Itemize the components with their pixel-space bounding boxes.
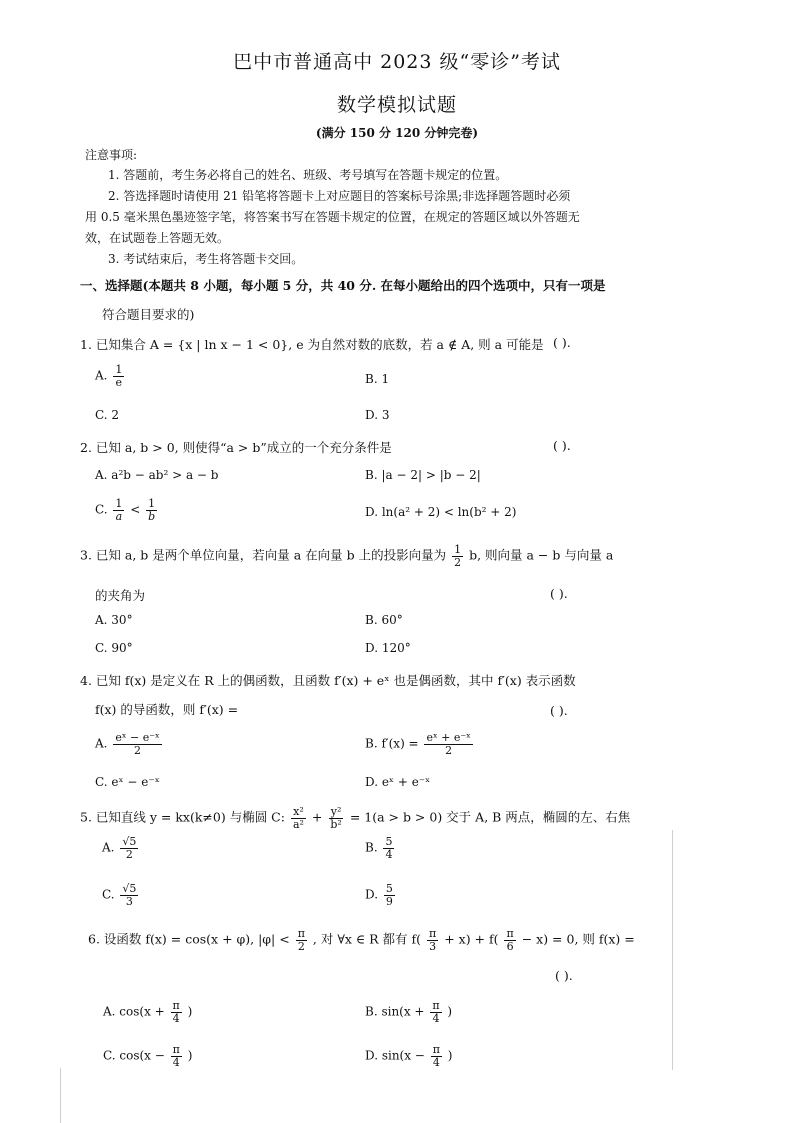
q4-option-b-label: B. f′(x) = bbox=[365, 736, 419, 751]
q2-option-a[interactable]: A. a²b − ab² > a − b bbox=[95, 468, 219, 482]
q6-answer-paren: ( ). bbox=[555, 968, 573, 983]
q6-stem-frac-3: $\frac{\pi}{6}$ bbox=[506, 927, 514, 953]
q6-option-d-fraction: $\frac{\pi}{4}$ bbox=[432, 1043, 440, 1069]
q5-option-d-label: D. bbox=[365, 887, 379, 902]
note-2-line-3: 效，在试题卷上答题无效。 bbox=[85, 231, 230, 245]
q5-stem bbox=[80, 806, 630, 830]
note-1: 1. 答题前，考生务必将自己的姓名、班级、考号填写在答题卡规定的位置。 bbox=[108, 168, 508, 182]
q5-option-b[interactable] bbox=[365, 836, 396, 860]
q3-stem-fraction: $\frac{1}{2}$ bbox=[454, 543, 462, 569]
q3-stem-part-1: 3. 已知 a, b 是两个单位向量，若向量 a 在向量 b 上的投影向量为 bbox=[80, 547, 447, 563]
q5-stem-plus: + bbox=[311, 809, 323, 825]
q5-stem-frac-1: $\frac{\text{x²}}{\text{a²}}$ bbox=[292, 805, 304, 831]
q1-option-a[interactable] bbox=[95, 364, 126, 388]
q1-stem: 1. 已知集合 A = {x | ln x − 1 < 0}, e 为自然对数的底数，若 a ∉ A, 则 a 可能是 bbox=[80, 337, 544, 352]
q1-option-b[interactable]: B. 1 bbox=[365, 372, 390, 386]
q6-stem-frac-1: $\frac{\pi}{2}$ bbox=[297, 927, 305, 953]
q5-option-a[interactable] bbox=[102, 836, 140, 860]
q6-stem-part-2: , 对 ∀x ∈ R 都有 f( bbox=[312, 931, 421, 947]
note-3: 3. 考试结束后，考生将答题卡交回。 bbox=[108, 252, 304, 266]
q6-stem-frac-2: $\frac{\pi}{3}$ bbox=[428, 927, 437, 953]
q5-option-d[interactable] bbox=[365, 883, 397, 907]
q5-option-c[interactable] bbox=[102, 883, 140, 907]
q2-option-c-lt: < bbox=[130, 502, 141, 517]
q5-option-a-fraction: $\frac{√5}{2}$ bbox=[122, 835, 137, 861]
q2-stem: 2. 已知 a, b > 0, 则使得“a > b”成立的一个充分条件是 bbox=[80, 440, 392, 455]
q2-option-d[interactable]: D. ln(a² + 2) < ln(b² + 2) bbox=[365, 505, 517, 519]
q4-stem: 4. 已知 f(x) 是定义在 R 上的偶函数，且函数 f′(x) + eˣ 也是偶函数，其中 f′(x) 表示函数 bbox=[80, 673, 576, 688]
q5-option-d-fraction: $\frac{5}{9}$ bbox=[385, 882, 393, 908]
q6-option-c-fraction: $\frac{\pi}{4}$ bbox=[172, 1043, 180, 1069]
q3-answer-paren: ( ). bbox=[550, 586, 568, 601]
exam-title: 巴中市普通高中 2023 级“零诊”考试 bbox=[233, 51, 561, 73]
q3-option-c[interactable]: C. 90° bbox=[95, 641, 133, 655]
q3-stem bbox=[80, 544, 613, 568]
q5-option-c-fraction: $\frac{√5}{3}$ bbox=[122, 882, 137, 908]
q6-stem-part-4: − x) = 0, 则 f(x) = bbox=[521, 931, 635, 947]
q2-option-c-frac-1: $\frac{1}{a}$ bbox=[115, 497, 123, 523]
q1-option-a-label: A. bbox=[95, 368, 108, 383]
section-1-heading-cont: 符合题目要求的) bbox=[102, 307, 195, 322]
q6-option-b-part-1: B. sin(x + bbox=[365, 1004, 425, 1019]
q6-stem bbox=[88, 928, 635, 952]
q1-option-a-fraction: $\frac{1}{e}$ bbox=[115, 363, 123, 389]
q4-option-c[interactable]: C. eˣ − e⁻ˣ bbox=[95, 775, 160, 789]
q1-option-d[interactable]: D. 3 bbox=[365, 408, 390, 422]
q6-option-c-part-2: ) bbox=[187, 1048, 193, 1063]
q6-option-b-fraction: $\frac{\pi}{4}$ bbox=[432, 999, 440, 1025]
paper-subtitle: (满分 150 分 120 分钟完卷) bbox=[315, 126, 479, 140]
q2-option-b[interactable]: B. |a − 2| > |b − 2| bbox=[365, 468, 481, 482]
q4-option-a-fraction: $\frac{\text{eˣ − e⁻ˣ}}{2}$ bbox=[115, 731, 160, 757]
q5-option-c-label: C. bbox=[102, 887, 115, 902]
q4-option-d[interactable]: D. eˣ + e⁻ˣ bbox=[365, 775, 431, 789]
note-2-line-1: 2. 答选择题时请使用 21 铅笔将答题卡上对应题目的答案标号涂黑;非选择题答题时必须 bbox=[108, 189, 571, 203]
q4-option-b-fraction: $\frac{\text{eˣ + e⁻ˣ}}{2}$ bbox=[426, 731, 471, 757]
q4-stem-cont: f(x) 的导函数，则 f′(x) = bbox=[95, 702, 239, 717]
q6-option-d[interactable] bbox=[365, 1044, 452, 1068]
q4-option-b[interactable] bbox=[365, 732, 475, 756]
q6-option-b-part-2: ) bbox=[447, 1004, 453, 1019]
q6-stem-part-3: + x) + f( bbox=[444, 931, 499, 947]
q3-option-b[interactable]: B. 60° bbox=[365, 613, 403, 627]
q3-option-d[interactable]: D. 120° bbox=[365, 641, 411, 655]
q2-option-c-label: C. bbox=[95, 502, 108, 517]
q6-option-a-fraction: $\frac{\pi}{4}$ bbox=[172, 999, 180, 1025]
paper-title: 数学模拟试题 bbox=[336, 94, 457, 116]
q5-option-a-label: A. bbox=[102, 840, 115, 855]
q6-option-a[interactable] bbox=[103, 1000, 192, 1024]
q6-option-c-part-1: C. cos(x − bbox=[103, 1048, 165, 1063]
q3-stem-part-2: b, 则向量 a − b 与向量 a bbox=[469, 547, 614, 563]
q3-option-a[interactable]: A. 30° bbox=[95, 613, 133, 627]
notes-heading: 注意事项: bbox=[85, 148, 138, 162]
q3-stem-cont: 的夹角为 bbox=[95, 588, 146, 603]
q6-stem-part-1: 6. 设函数 f(x) = cos(x + φ), |φ| < bbox=[88, 931, 290, 947]
scan-edge-right bbox=[672, 830, 673, 1070]
q6-option-c[interactable] bbox=[103, 1044, 192, 1068]
q6-option-a-part-1: A. cos(x + bbox=[103, 1004, 165, 1019]
q6-option-a-part-2: ) bbox=[187, 1004, 193, 1019]
q5-option-b-fraction: $\frac{5}{4}$ bbox=[385, 835, 393, 861]
q1-option-c[interactable]: C. 2 bbox=[95, 408, 120, 422]
q6-option-d-part-2: ) bbox=[447, 1048, 453, 1063]
q6-option-b[interactable] bbox=[365, 1000, 452, 1024]
q1-answer-paren: ( ). bbox=[553, 335, 571, 350]
q5-option-b-label: B. bbox=[365, 840, 378, 855]
q5-stem-part-1: 5. 已知直线 y = kx(k≠0) 与椭圆 C: bbox=[80, 809, 285, 825]
q5-stem-part-2: = 1(a > b > 0) 交于 A, B 两点，椭圆的左、右焦 bbox=[349, 809, 631, 825]
section-1-heading: 一、选择题(本题共 8 小题，每小题 5 分，共 40 分. 在每小题给出的四个选项中，只有一项是 bbox=[80, 278, 606, 293]
q5-stem-frac-2: $\frac{\text{y²}}{\text{b²}}$ bbox=[330, 805, 342, 831]
q2-option-c[interactable] bbox=[95, 498, 159, 522]
q4-option-a[interactable] bbox=[95, 732, 164, 756]
q4-answer-paren: ( ). bbox=[550, 703, 568, 718]
q2-option-c-frac-2: $\frac{1}{b}$ bbox=[148, 497, 156, 523]
q4-option-a-label: A. bbox=[95, 736, 108, 751]
q6-option-d-part-1: D. sin(x − bbox=[365, 1048, 425, 1063]
q2-answer-paren: ( ). bbox=[553, 438, 571, 453]
note-2-line-2: 用 0.5 毫米黑色墨迹签字笔，将答案书写在答题卡规定的位置，在规定的答题区域以外答题无 bbox=[85, 210, 580, 224]
scan-edge-left bbox=[60, 1068, 61, 1123]
